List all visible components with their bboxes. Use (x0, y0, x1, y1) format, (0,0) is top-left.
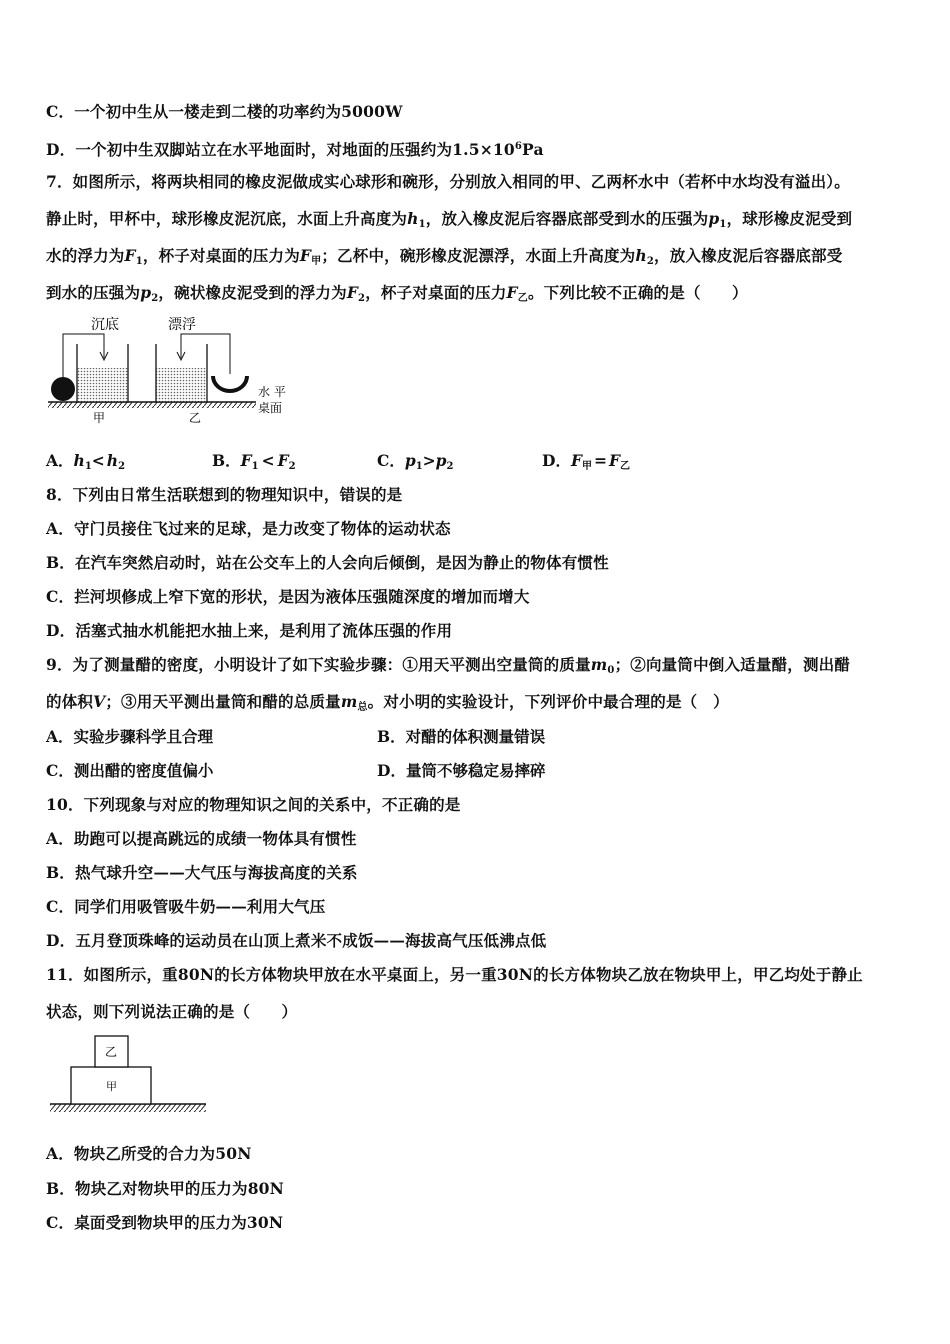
q10-option-c: C．同学们用吸管吸牛奶——利用大气压 (46, 897, 326, 916)
q10-option-a: A．助跑可以提高跳远的成绩一物体具有惯性 (46, 829, 357, 848)
q11-option-a: A．物块乙所受的合力为50N (46, 1144, 252, 1163)
q9-option-b: B．对醋的体积测量错误 (377, 727, 546, 746)
q8-stem: 8．下列由日常生活联想到的物理知识中，错误的是 (46, 485, 403, 504)
q10-option-d: D．五月登顶珠峰的运动员在山顶上煮米不成饭——海拔高气压低沸点低 (46, 931, 547, 950)
q9-option-c: C．测出醋的密度值偏小 (46, 761, 214, 780)
q11-figure (46, 1032, 211, 1116)
label-table-1: 水 平 (258, 385, 286, 399)
q7-option-c: C．$p_1>p_2$ (377, 451, 454, 472)
q11-table-hatch (50, 1104, 206, 1112)
q9-stem-line-1: 9．为了测量醋的密度，小明设计了如下实验步骤：①用天平测出空量筒的质量$m_0$；②向量筒中倒入适量醋，测出醋 (46, 655, 851, 676)
cup-b-water (156, 368, 207, 402)
q10-stem: 10．下列现象与对应的物理知识之间的关系中，不正确的是 (46, 795, 461, 814)
q8-option-b: B．在汽车突然启动时，站在公交车上的人会向后倾倒，是因为静止的物体有惯性 (46, 553, 609, 572)
table-hatch (48, 402, 256, 408)
q6-option-d: D．一个初中生双脚站立在水平地面时，对地面的压强约为$1.5\times 10^6Pa$ (46, 140, 544, 159)
label-block-yi: 乙 (105, 1045, 118, 1059)
cup-a-water (77, 368, 128, 402)
q11-stem-line-2: 状态，则下列说法正确的是（ ） (46, 1002, 298, 1021)
q7-option-a: A．$h_1< h_2$ (46, 451, 126, 472)
q8-option-a: A．守门员接住飞过来的足球，是力改变了物体的运动状态 (46, 519, 451, 538)
q7-stem-line-2: 静止时，甲杯中，球形橡皮泥沉底，水面上升高度为$h_1$，放入橡皮泥后容器底部受到水的压强为$p_1$，球形橡皮泥受到 (46, 209, 853, 230)
q11-option-c: C．桌面受到物块甲的压力为30N (46, 1213, 284, 1232)
q9-option-d: D．量筒不够稳定易摔碎 (377, 761, 546, 780)
q6-option-c: C．一个初中生从一楼走到二楼的功率约为5000W (46, 102, 403, 121)
q11-stem-line-1: 11．如图所示，重80N的长方体物块甲放在水平桌面上，另一重30N的长方体物块乙放在物块甲上，甲乙均处于静止 (46, 965, 863, 984)
q7-figure (44, 310, 294, 428)
q7-stem-line-1: 7．如图所示，将两块相同的橡皮泥做成实心球形和碗形，分别放入相同的甲、乙两杯水中（若杯中水均没有溢出）。 (46, 172, 850, 191)
q7-stem-line-3: 水的浮力为$F_1$，杯子对桌面的压力为$F_甲$；乙杯中，碗形橡皮泥漂浮，水面上升高度为$h_2$，放入橡皮泥后容器底部受 (46, 246, 843, 267)
label-cup-a: 甲 (93, 411, 106, 425)
q8-option-d: D．活塞式抽水机能把水抽上来，是利用了流体压强的作用 (46, 621, 453, 640)
label-float: 漂浮 (168, 317, 196, 333)
q7-option-b: B．$F_1 < F_2$ (212, 451, 296, 472)
clay-ball (51, 377, 75, 401)
q7-stem-line-4: 到水的压强为$p_2$，碗状橡皮泥受到的浮力为$F_2$，杯子对桌面的压力$F_乙$。下列比较不正确的是（ ） (46, 283, 748, 304)
label-sink: 沉底 (91, 317, 119, 333)
q9-option-a: A．实验步骤科学且合理 (46, 727, 214, 746)
q7-option-d: D．$F_甲 = F_乙$ (542, 451, 630, 472)
q8-option-c: C．拦河坝修成上窄下宽的形状，是因为液体压强随深度的增加而增大 (46, 587, 530, 606)
label-block-jia: 甲 (106, 1080, 117, 1093)
q10-option-b: B．热气球升空——大气压与海拔高度的关系 (46, 863, 358, 882)
label-table-2: 桌面 (258, 401, 283, 415)
q11-option-b: B．物块乙对物块甲的压力为80N (46, 1179, 285, 1198)
q9-stem-line-2: 的体积V；③用天平测出量筒和醋的总质量$m_总$。对小明的实验设计，下列评价中最合理的是（ ） (46, 692, 729, 713)
label-cup-b: 乙 (189, 411, 202, 425)
clay-bowl (211, 376, 249, 393)
